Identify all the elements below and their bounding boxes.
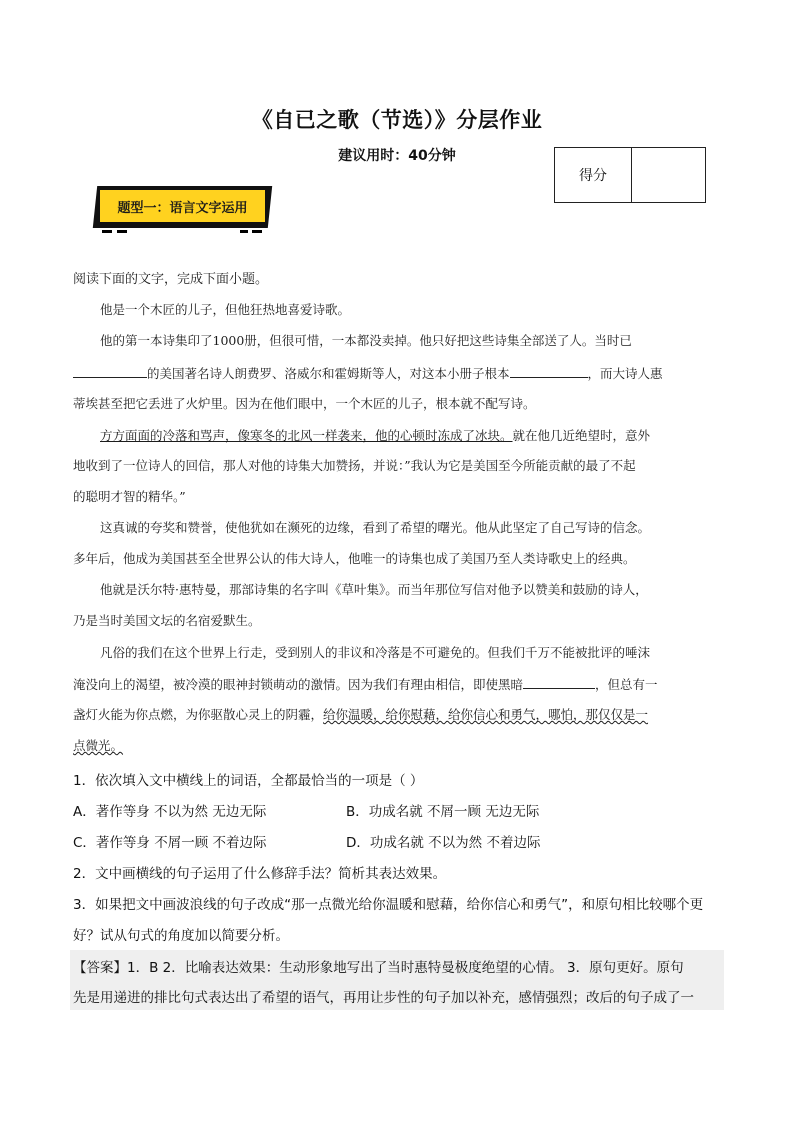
passage-line: 多年后，他成为美国甚至全世界公认的伟大诗人，他唯一的诗集也成了美国乃至人类诗歌史上的经典。 bbox=[73, 551, 636, 566]
passage-line: 的美国著名诗人朗费罗、洛威尔和霍姆斯等人，对这本小册子根本 ，而大诗人惠 bbox=[73, 363, 723, 384]
option-c[interactable]: C．著作等身 不屑一顾 不着边际 bbox=[73, 835, 267, 851]
passage-line bbox=[73, 736, 723, 756]
question-1: 1．依次填入文中横线上的词语，全都最恰当的一项是（ ） bbox=[73, 773, 424, 789]
passage-line: 蒂埃甚至把它丢进了火炉里。因为在他们眼中，一个木匠的儿子，根本就不配写诗。 bbox=[73, 396, 536, 411]
question-3: 3．如果把文中画波浪线的句子改成“那一点微光给你温暖和慰藉，给你信心和勇气”，和原句相比较哪个更 bbox=[73, 897, 704, 913]
suggested-time: 建议用时：40分钟 bbox=[338, 148, 456, 164]
passage-line: 淹没向上的渴望，被冷漠的眼神封锁萌动的激情。因为我们有理由相信，即使黑暗 ，但总有一 bbox=[73, 674, 723, 695]
question-3-continued: 好？试从句式的角度加以简要分析。 bbox=[73, 928, 289, 944]
passage-line: 他是一个木匠的儿子，但他狂热地喜爱诗歌。 bbox=[100, 302, 351, 317]
section-banner bbox=[95, 186, 270, 228]
banner-dash-decoration bbox=[240, 230, 248, 233]
page-title: 《自已之歌（节选）》分层作业 bbox=[251, 108, 543, 132]
option-d[interactable]: D．功成名就 不以为然 不着边际 bbox=[346, 835, 541, 851]
passage-line: 这真诚的夸奖和赞誉，使他犹如在濒死的边缘，看到了希望的曙光。他从此坚定了自己写诗的信念。 bbox=[100, 520, 651, 535]
fill-blank-2[interactable] bbox=[510, 363, 588, 378]
instruction: 阅读下面的文字，完成下面小题。 bbox=[73, 272, 269, 287]
score-table bbox=[554, 147, 706, 203]
banner-dash-decoration bbox=[117, 230, 127, 233]
score-value-cell[interactable] bbox=[632, 148, 705, 202]
passage-line: 盏灯火能为你点燃，为你驱散心灵上的阴霾，给你温暖，给你慰藉，给你信心和勇气，哪怕，那仅仅是一 bbox=[73, 707, 649, 722]
fill-blank-1[interactable] bbox=[73, 363, 147, 378]
underlined-sentence: 方方面面的冷落和骂声，像寒冬的北风一样袭来，他的心顿时冻成了冰块。 bbox=[100, 428, 513, 443]
passage-line: 他就是沃尔特·惠特曼，那部诗集的名字叫《草叶集》。而当年那位写信对他予以赞美和鼓励的诗人， bbox=[100, 582, 648, 597]
question-2: 2．文中画横线的句子运用了什么修辞手法？简析其表达效果。 bbox=[73, 866, 447, 882]
banner-dash-decoration bbox=[102, 230, 112, 233]
passage-line: 乃是当时美国文坛的名宿爱默生。 bbox=[73, 613, 261, 628]
option-a[interactable]: A．著作等身 不以为然 无边无际 bbox=[73, 804, 267, 820]
banner-label: 题型一：语言文字运用 bbox=[100, 190, 265, 222]
passage-line: 地收到了一位诗人的回信，那人对他的诗集大加赞扬，并说：”我认为它是美国至今所能贡献的最了不起 bbox=[73, 458, 636, 473]
fill-blank-3[interactable] bbox=[523, 674, 595, 689]
passage-line: 他的第一本诗集印了1000册，但很可惜，一本都没卖掉。他只好把这些诗集全部送了人。当时已 bbox=[100, 333, 632, 348]
wavy-sentence: 点微光。 bbox=[73, 738, 124, 753]
passage-line: 凡俗的我们在这个世界上行走，受到别人的非议和冷落是不可避免的。但我们千万不能被批评的唾沫 bbox=[100, 645, 651, 660]
option-b[interactable]: B．功成名就 不屑一顾 无边无际 bbox=[346, 804, 540, 820]
passage-line: 的聪明才智的精华。” bbox=[73, 489, 186, 504]
answer-line: 先是用递进的排比句式表达出了希望的语气，再用让步性的句子加以补充，感情强烈；改后的句子成了一 bbox=[73, 990, 694, 1006]
score-label: 得分 bbox=[555, 148, 632, 202]
answer-line: 【答案】1．B 2．比喻表达效果：生动形象地写出了当时惠特曼极度绝望的心情。 3．原句更好。原句 bbox=[73, 960, 684, 976]
banner-dash-decoration bbox=[252, 230, 262, 233]
wavy-sentence: 给你温暖，给你慰藉，给你信心和勇气，哪怕，那仅仅是一 bbox=[323, 707, 649, 722]
passage-line: 方方面面的冷落和骂声，像寒冬的北风一样袭来，他的心顿时冻成了冰块。就在他几近绝望时，意外 bbox=[100, 428, 651, 443]
